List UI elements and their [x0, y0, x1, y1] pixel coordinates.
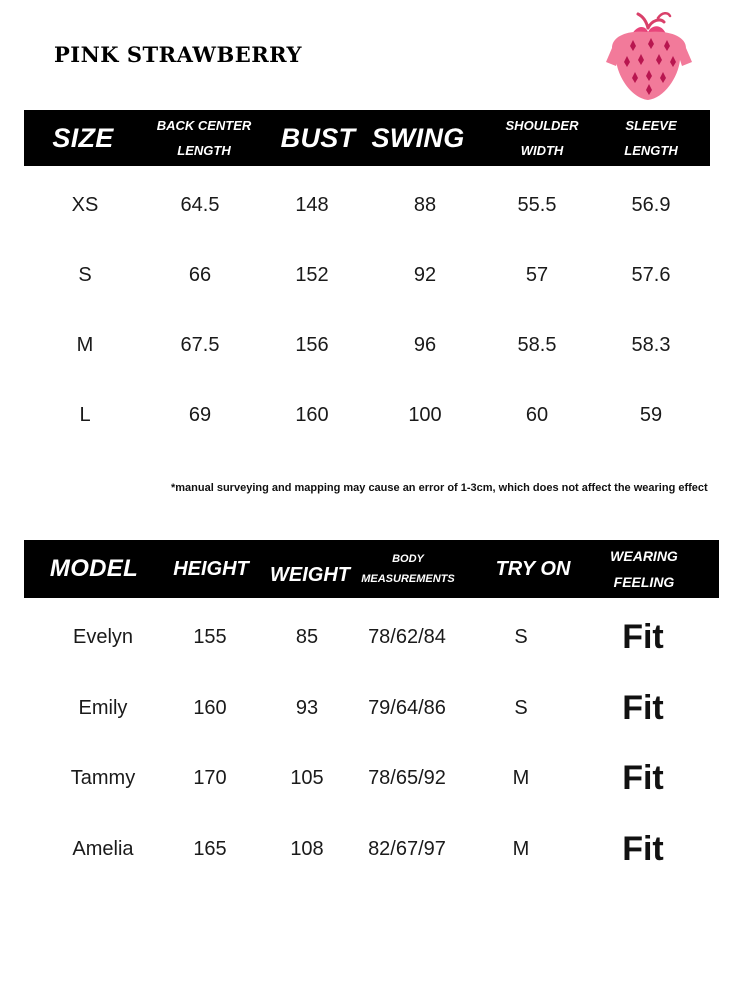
shoulder-width-cell: 57: [525, 263, 549, 286]
table-row: [0, 260, 750, 290]
strawberry-logo-icon: [602, 8, 694, 104]
body-measurements-cell: 78/62/84: [368, 625, 446, 648]
height-cell: 165: [193, 837, 227, 860]
size-cell: XS: [71, 193, 99, 216]
model-name-cell: Amelia: [72, 837, 134, 860]
back-center-length-cell: 67.5: [180, 333, 220, 356]
height-cell: 170: [193, 766, 227, 789]
model-name-cell: Tammy: [70, 766, 136, 789]
table-row: [0, 190, 750, 220]
sleeve-length-cell: 56.9: [631, 193, 671, 216]
size-header: SIZE: [52, 122, 114, 153]
body-measurements-cell: 79/64/86: [368, 696, 446, 719]
model-name-cell: Emily: [78, 696, 128, 719]
bust-cell: 152: [295, 263, 329, 286]
swing-cell: 88: [413, 193, 437, 216]
swing-header: SWING: [371, 122, 465, 153]
body-measurements-cell: 82/67/97: [368, 837, 446, 860]
wearing-feeling-cell: Fit: [622, 688, 664, 727]
wearing-feeling-header: WEARING FEELING: [610, 548, 678, 590]
try-on-cell: S: [514, 696, 528, 719]
size-table-header: [24, 110, 710, 166]
model-table-header: [24, 540, 719, 598]
model-name-cell: Evelyn: [72, 625, 134, 648]
try-on-header: TRY ON: [495, 557, 571, 580]
table-row: [0, 829, 750, 868]
try-on-cell: M: [512, 766, 530, 789]
sleeve-length-cell: 57.6: [631, 263, 671, 286]
back-center-length-cell: 64.5: [180, 193, 220, 216]
shoulder-width-cell: 58.5: [517, 333, 557, 356]
sleeve-length-header: SLEEVE LENGTH: [624, 118, 678, 158]
try-on-cell: M: [512, 837, 530, 860]
sleeve-length-cell: 59: [639, 403, 663, 426]
size-cell: S: [78, 263, 92, 286]
bust-header: BUST: [280, 122, 356, 153]
swing-cell: 92: [413, 263, 437, 286]
bust-cell: 148: [295, 193, 329, 216]
wearing-feeling-cell: Fit: [622, 758, 664, 797]
size-cell: L: [79, 403, 91, 426]
weight-cell: 85: [295, 625, 319, 648]
table-row: [0, 400, 750, 430]
shoulder-width-header: SHOULDER WIDTH: [505, 118, 579, 158]
shoulder-width-cell: 60: [525, 403, 549, 426]
table-row: [0, 758, 750, 797]
swing-cell: 100: [408, 403, 442, 426]
size-cell: M: [76, 333, 94, 356]
back-center-length-header: BACK CENTER LENGTH: [156, 118, 252, 158]
body-measurements-cell: 78/65/92: [368, 766, 446, 789]
bust-cell: 156: [295, 333, 329, 356]
table-row: [0, 617, 750, 656]
weight-cell: 105: [290, 766, 324, 789]
table-row: [0, 330, 750, 360]
table-row: [0, 688, 750, 727]
wearing-feeling-cell: Fit: [622, 617, 664, 656]
weight-header: WEIGHT: [270, 563, 350, 586]
try-on-cell: S: [514, 625, 528, 648]
back-center-length-cell: 69: [188, 403, 212, 426]
height-cell: 160: [193, 696, 227, 719]
wearing-feeling-cell: Fit: [622, 829, 664, 868]
height-header: HEIGHT: [173, 557, 249, 580]
weight-cell: 108: [290, 837, 324, 860]
shoulder-width-cell: 55.5: [517, 193, 557, 216]
model-header: MODEL: [49, 555, 139, 582]
sleeve-length-cell: 58.3: [631, 333, 671, 356]
weight-cell: 93: [295, 696, 319, 719]
back-center-length-cell: 66: [188, 263, 212, 286]
body-measurements-header: BODY MEASUREMENTS: [361, 553, 455, 585]
measurement-note: *manual surveying and mapping may cause an error of 1-3cm, which does not affect the wearing effect: [171, 482, 708, 494]
height-cell: 155: [193, 625, 227, 648]
bust-cell: 160: [295, 403, 329, 426]
brand-title: PINK STRAWBERRY: [54, 42, 302, 67]
swing-cell: 96: [413, 333, 437, 356]
